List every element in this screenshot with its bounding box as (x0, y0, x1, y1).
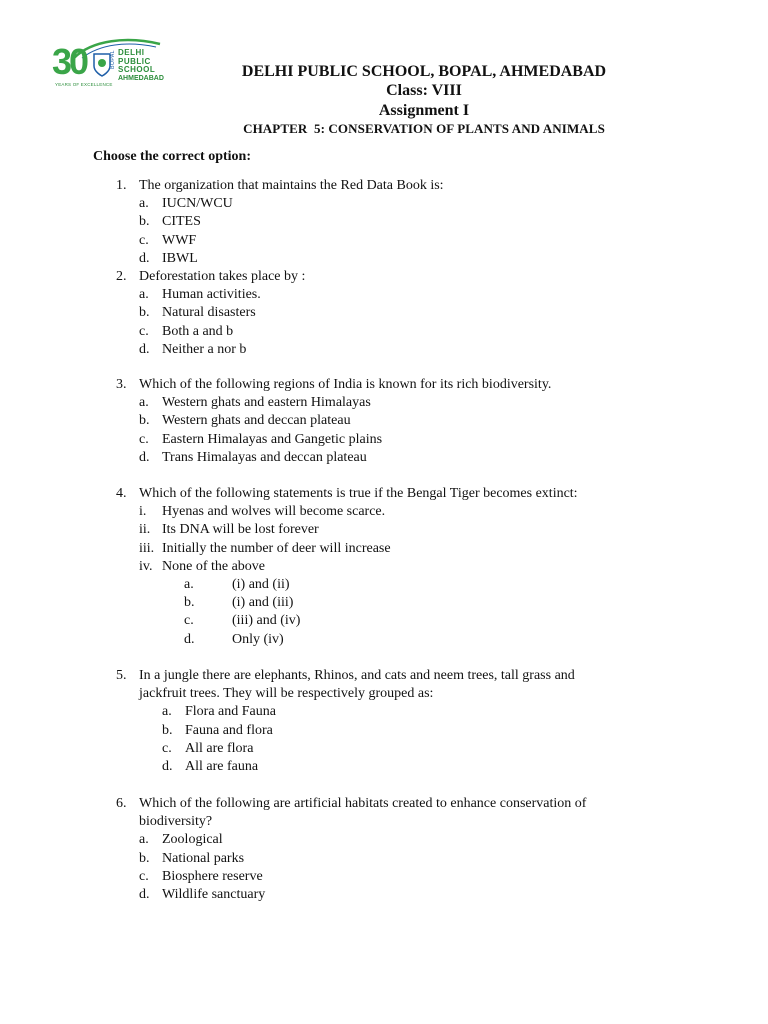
question-number: 1. (116, 178, 127, 193)
option-text: Western ghats and deccan plateau (162, 413, 351, 429)
options-list (162, 703, 659, 776)
option-text: Western ghats and eastern Himalayas (162, 395, 371, 411)
option-text: National parks (162, 850, 245, 866)
option-text: Zoological (162, 832, 223, 848)
class-title: Class: VIII (386, 82, 462, 99)
statement-text: None of the above (162, 558, 266, 574)
option-marker: d. (139, 449, 150, 465)
option-text: IBWL (162, 250, 198, 266)
logo-line-1: DELHI (118, 48, 145, 57)
statement-text: Hyenas and wolves will become scarce. (162, 504, 386, 520)
option-text: Flora and Fauna (185, 704, 276, 720)
option-text: Eastern Himalayas and Gangetic plains (162, 431, 383, 447)
question-text-line-1: In a jungle there are elephants, Rhinos, and cats and neem trees, tall grass and (139, 668, 575, 683)
statement-item (139, 540, 699, 558)
option-marker: c. (139, 232, 149, 248)
option-item (184, 612, 699, 630)
logo-branch: BOPAL (110, 50, 116, 69)
option-item (139, 232, 659, 250)
option-text: Biosphere reserve (162, 868, 263, 884)
option-text: Human activities. (162, 287, 261, 303)
option-item (162, 703, 659, 721)
option-marker: c. (139, 323, 149, 339)
question-5 (116, 667, 659, 776)
statement-marker: ii. (139, 522, 151, 538)
school-name: DELHI PUBLIC SCHOOL, BOPAL, AHMEDABAD (241, 63, 607, 80)
assignment-title: Assignment I (378, 102, 470, 119)
statement-item (139, 503, 699, 521)
option-marker: b. (139, 305, 150, 321)
option-text: Wildlife sanctuary (162, 887, 266, 903)
option-item (139, 449, 659, 467)
options-list (139, 831, 659, 904)
option-item (139, 831, 659, 849)
statements-list (139, 503, 699, 576)
option-item (162, 740, 659, 758)
question-6 (116, 795, 659, 904)
option-text: Trans Himalayas and deccan plateau (162, 449, 367, 465)
option-marker: d. (184, 631, 195, 647)
option-item (139, 850, 659, 868)
question-number: 3. (116, 377, 127, 392)
question-text-line-2: jackfruit trees. They will be respectively grouped as: (139, 686, 434, 702)
statement-text: Initially the number of deer will increase (162, 540, 391, 556)
option-item (139, 886, 659, 904)
question-text: Deforestation takes place by : (139, 269, 306, 284)
question-number: 4. (116, 486, 127, 501)
option-text: Fauna and flora (185, 722, 273, 738)
question-2 (116, 268, 659, 359)
option-marker: c. (139, 868, 149, 884)
option-marker: b. (162, 722, 173, 738)
option-item (162, 758, 659, 776)
option-marker: c. (162, 740, 172, 756)
option-item (184, 576, 699, 594)
option-text: CITES (162, 214, 201, 230)
option-text: All are fauna (185, 759, 259, 775)
option-marker: d. (139, 887, 150, 903)
statement-marker: iv. (139, 558, 153, 574)
option-item (184, 594, 699, 612)
option-marker: b. (139, 214, 150, 230)
logo-number: 30 (52, 41, 87, 82)
option-text: (i) and (iii) (232, 595, 294, 611)
question-4 (116, 485, 699, 649)
option-marker: a. (139, 196, 149, 212)
option-item (162, 722, 659, 740)
option-marker: c. (184, 613, 194, 629)
question-text-line-1: Which of the following are artificial habitats created to enhance conservation of (139, 796, 587, 811)
option-text: IUCN/WCU (162, 196, 233, 212)
option-item (139, 250, 659, 268)
option-item (184, 631, 699, 649)
question-text: Which of the following regions of India is known for its rich biodiversity. (139, 377, 552, 392)
logo-line-4: AHMEDABAD (118, 74, 164, 82)
option-text: WWF (162, 232, 197, 248)
option-item (139, 304, 659, 322)
options-list (184, 576, 699, 649)
option-item (139, 213, 659, 231)
option-item (139, 431, 659, 449)
options-list (139, 195, 659, 268)
option-text: Both a and b (162, 323, 234, 339)
question-text-line-2: biodiversity? (139, 814, 213, 830)
option-item (139, 323, 659, 341)
statement-item (139, 521, 699, 539)
statement-item (139, 558, 699, 576)
option-item (139, 868, 659, 886)
logo-line-3: SCHOOL (118, 65, 156, 74)
options-list (139, 394, 659, 467)
question-number: 2. (116, 269, 127, 284)
question-1 (116, 177, 659, 268)
statement-text: Its DNA will be lost forever (162, 522, 319, 538)
statement-marker: iii. (139, 540, 155, 556)
option-marker: a. (184, 577, 194, 593)
question-number: 6. (116, 796, 127, 811)
option-text: All are flora (185, 740, 254, 756)
logo-tagline: YEARS OF EXCELLENCE (55, 82, 113, 87)
instruction-text: Choose the correct option: (93, 149, 251, 164)
option-text: Natural disasters (162, 305, 256, 321)
option-marker: b. (139, 413, 150, 429)
question-text: Which of the following statements is true if the Bengal Tiger becomes extinct: (139, 486, 578, 501)
option-marker: a. (162, 704, 172, 720)
option-marker: d. (162, 759, 173, 775)
option-text: Only (iv) (232, 631, 284, 647)
option-marker: b. (184, 595, 195, 611)
option-item (139, 341, 659, 359)
statement-marker: i. (139, 504, 147, 520)
question-text: The organization that maintains the Red Data Book is: (139, 178, 444, 193)
option-marker: a. (139, 832, 149, 848)
option-text: (i) and (ii) (232, 577, 290, 593)
option-text: (iii) and (iv) (232, 613, 301, 629)
question-3 (116, 376, 659, 467)
option-item (139, 195, 659, 213)
option-marker: d. (139, 341, 150, 357)
option-marker: c. (139, 431, 149, 447)
option-text: Neither a nor b (162, 341, 247, 357)
option-item (139, 286, 659, 304)
question-number: 5. (116, 668, 127, 683)
logo-line-2: PUBLIC (118, 56, 151, 66)
option-marker: a. (139, 287, 149, 303)
option-item (139, 412, 659, 430)
option-item (139, 394, 659, 412)
option-marker: d. (139, 250, 150, 266)
option-marker: b. (139, 850, 150, 866)
option-marker: a. (139, 395, 149, 411)
options-list (139, 286, 659, 359)
chapter-title: CHAPTER 5: CONSERVATION OF PLANTS AND ANIMALS (243, 121, 605, 136)
